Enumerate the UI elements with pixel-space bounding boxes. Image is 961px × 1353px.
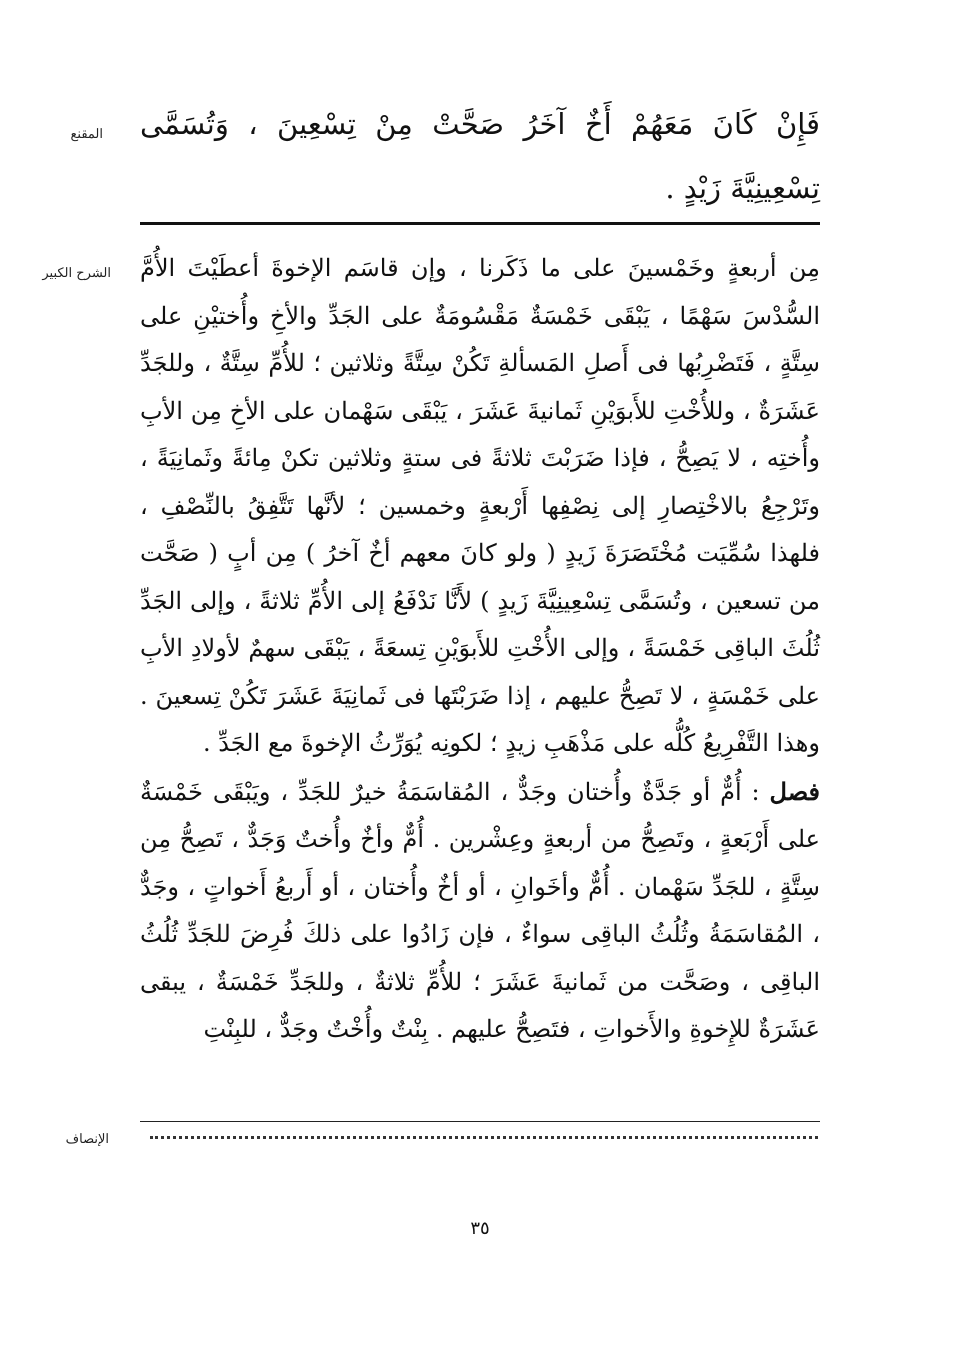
matn-text-block: [140, 92, 820, 220]
margin-label-sharh: الشرح الكبير: [42, 266, 111, 281]
margin-label-muqni: المقنع: [70, 127, 103, 142]
margin-label-insaf: الإنصاف: [65, 1132, 109, 1147]
sharh-text-block: [140, 245, 820, 1054]
matn-paragraph: فَإِنْ كَانَ مَعَهُمْ أَخٌ آخَرُ صَحَّتْ مِنْ تِسْعِينَ ، وَتُسَمَّى تِسْعِينِيَّةَ زَيْدٍ .: [140, 107, 820, 205]
footnote-divider: [140, 1121, 820, 1122]
fasl-heading: فصل: [769, 776, 821, 806]
sharh-paragraph-1: مِن أربعةٍ وخَمْسينَ على ما ذَكَرنا ، وإن قاسَم الإخوةَ أعطَيْتَ الأُمَّ السُّدْسَ سَهْمًا ، يَبْقَى خَمْسَةٌ مَقْسُومَةٌ على الجَدِّ والأخِ وأُختيْنِ على سِتَّةٍ ، فَتَضْرِبُها فى أَصلِ المَسألةِ تَكُنْ سِتَّةً وثلاثين ؛ للأُمِّ سِتَّةٌ ، وللجَدِّ عَشَرَةٌ ، وللأُخْتِ للأَبوَيْنِ ثَمانيةَ عَشَرَ ، يَبْقَى سَهْمان على الأخِ مِن الأبِ وأُختِه ، لا يَصِحُّ ، فإذا ضَرَبْتَ ثلاثةً فى ستةٍ وثلاثين تكنْ مِائةً وثَمانِيَةً ، وتَرْجِعُ بالاخْتِصارِ إلى نِصْفِها أَرْبعةٍ وخمسين ؛ لأنَّها تَتَّفِقُ بالنِّصْفِ ، فلهذا سُمِّيَت مُخْتَصَرَةَ زَيدٍ ( ولو كانَ معهم أخٌ آخرُ ) مِن أبٍ ( صَحَّت من تسعين ، وتُسَمَّى تِسْعِينِيَّةَ زَيدٍ ) لأَنَّا نَدْفَعُ إلى الأُمِّ ثلاثةً ، وإلى الجَدِّ ثُلُثَ الباقِى خَمْسَةً ، وإلى الأُخْتِ للأَبوَيْنِ تِسعَةً ، يَبْقَى سهمٌ لأولادِ الأبِ على خَمْسَةٍ ، لا تَصِحُّ عليهم ، إذا ضَرَبْتَها فى ثَمانِيَةَ عَشَرَ تَكُنْ تِسعينَ . وهذا التَّفْرِيعُ كُلُّه على مَذْهَبِ زيدٍ ؛ لكونِه يُوَرِّثُ الإخوةَ مع الجَدِّ .: [140, 254, 820, 757]
page-number: ٣٥: [470, 1218, 490, 1239]
sharh-paragraph-2: [140, 768, 820, 1054]
insaf-dotted-placeholder: [150, 1136, 818, 1139]
matn-divider: [140, 222, 820, 225]
sharh-paragraph-2-text: : أُمٌّ أو جَدَّةٌ وأُختان وجَدٌّ ، المُقاسَمَةُ خيرٌ للجَدِّ ، ويَبْقَى خَمْسَةٌ على أَرْبَعةٍ ، وتَصِحُّ من أربعةٍ وعِشْرين . أُمٌّ وأخٌ وأُختٌ وَجَدٌّ ، تَصِحُّ مِن سِتَّةٍ ، للجَدِّ سَهْمان . أُمٌّ وأخَوانِ ، أو أخٌ وأُختان ، أو أَربعُ أَخواتٍ ، وجَدٌّ ، المُقاسَمَةُ وثُلُثُ الباقِى سواءٌ ، فإن زَادُوا على ذلكَ فُرِضَ للجَدِّ ثُلُثُ الباقِى ، وصَحَّت من ثَمانيةَ عَشَرَ ؛ للأُمِّ ثلاثةٌ ، وللجَدِّ خَمْسَةٌ ، يبقى عَشَرَةٌ للإِخوةِ والأَخواتِ ، فتَصِحُّ عليهم . بِنْتٌ وأُخْتٌ وجَدٌّ ، للبِنْتِ: [140, 777, 820, 1043]
